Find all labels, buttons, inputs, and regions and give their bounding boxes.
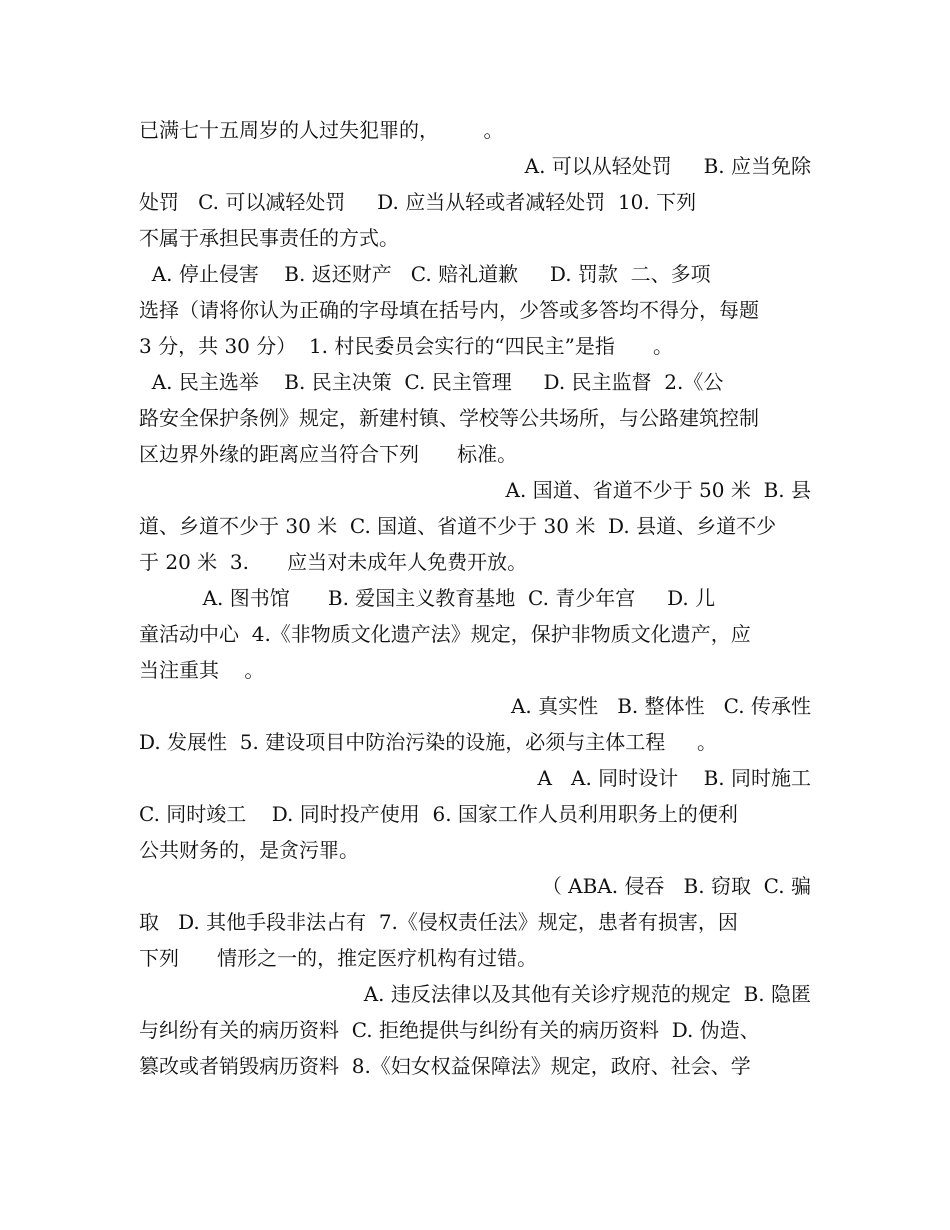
document-body [139,112,811,1084]
text-line: 不属于承担民事责任的方式。 [139,226,399,250]
text-line: 当注重其 。 [139,658,265,682]
text-line: A. 国道、省道不少于 50 米 B. 县 [505,478,811,502]
text-line: 道、乡道不少于 30 米 C. 国道、省道不少于 30 米 D. 县道、乡道不少 [139,514,777,538]
text-line: A. 停止侵害 B. 返还财产 C. 赔礼道歉 D. 罚款 二、多项 [139,262,711,286]
text-line: 于 20 米 3. 应当对未成年人免费开放。 [139,550,528,574]
text-line: 下列 情形之一的，推定医疗机构有过错。 [139,946,538,970]
text-line: A. 可以从轻处罚 B. 应当免除 [524,154,811,178]
text-line: 选择（请将你认为正确的字母填在括号内，少答或多答均不得分，每题 [139,298,759,322]
text-line: 取 D. 其他手段非法占有 7.《侵权责任法》规定，患者有损害，因 [139,910,738,934]
text-line: 篡改或者销毁病历资料 8.《妇女权益保障法》规定，政府、社会、学 [139,1054,751,1078]
text-line: 处罚 C. 可以减轻处罚 D. 应当从轻或者减轻处罚 10. 下列 [139,190,697,214]
text-line: A. 民主选举 B. 民主决策 C. 民主管理 D. 民主监督 2.《公 [139,370,724,394]
text-line: （ ABA. 侵吞 B. 窃取 C. 骗 [541,874,811,898]
text-line: D. 发展性 5. 建设项目中防治污染的设施，必须与主体工程 。 [139,730,717,754]
text-line: A. 图书馆 B. 爱国主义教育基地 C. 青少年宫 D. 儿 [139,586,716,610]
text-line: 3 分，共 30 分） 1. 村民委员会实行的“四民主”是指 。 [139,334,673,358]
text-line: 路安全保护条例》规定，新建村镇、学校等公共场所，与公路建筑控制 [139,406,759,430]
text-line: 区边界外缘的距离应当符合下列 标准。 [139,442,518,466]
text-line: A. 真实性 B. 整体性 C. 传承性 [510,694,811,718]
text-line: 公共财务的，是贪污罪。 [139,838,359,862]
text-line: 已满七十五周岁的人过失犯罪的， 。 [139,118,504,142]
text-line: 与纠纷有关的病历资料 C. 拒绝提供与纠纷有关的病历资料 D. 伪造、 [139,1018,760,1042]
text-line: A. 违反法律以及其他有关诊疗规范的规定 B. 隐匿 [363,982,811,1006]
text-line: A A. 同时设计 B. 同时施工 [537,766,811,790]
text-line: 童活动中心 4.《非物质文化遗产法》规定，保护非物质文化遗产，应 [139,622,751,646]
text-line: C. 同时竣工 D. 同时投产使用 6. 国家工作人员利用职务上的便利 [139,802,738,826]
